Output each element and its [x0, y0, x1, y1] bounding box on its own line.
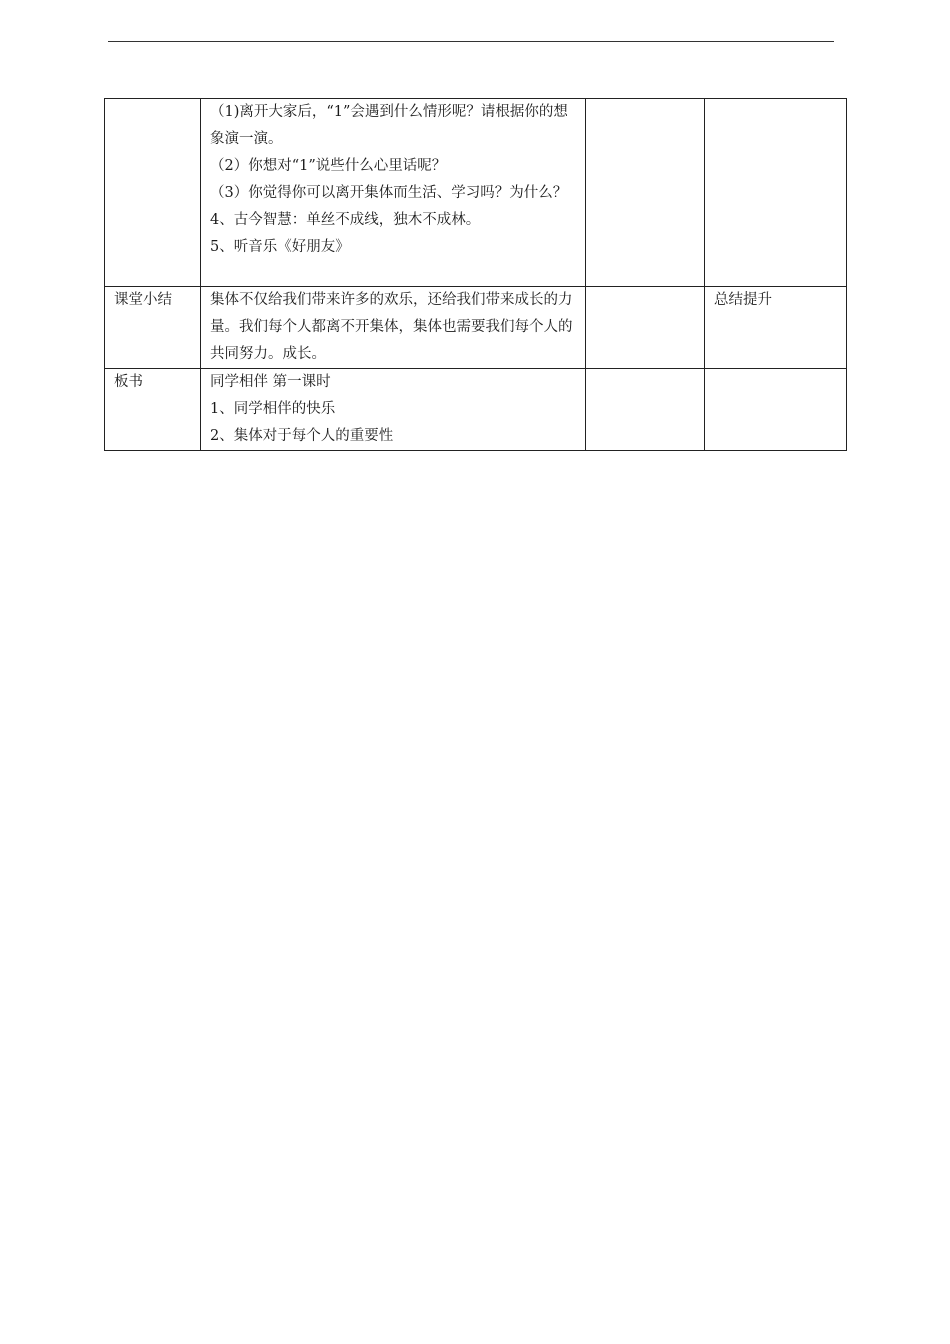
content-line: 1、同学相伴的快乐 [210, 401, 336, 417]
row-cell-4: 总结提升 [705, 287, 847, 369]
content-line: 4、古今智慧：单丝不成线，独木不成林。 [210, 212, 481, 228]
content-line: 5、听音乐《好朋友》 [210, 239, 350, 255]
row-cell-3 [586, 369, 705, 451]
row-cell-3 [586, 287, 705, 369]
row-content [201, 99, 586, 287]
row-content [201, 369, 586, 451]
row-label: 课堂小结 [105, 287, 201, 369]
content-line: 2、集体对于每个人的重要性 [210, 428, 394, 444]
content-line: 集体不仅给我们带来许多的欢乐，还给我们带来成长的力量。我们每个人都离不开集体，集体也需要我们每个人的共同努力。成长。 [210, 292, 573, 362]
lesson-plan-table [104, 98, 847, 451]
table-row [105, 369, 847, 451]
content-line: （3）你觉得你可以离开集体而生活、学习吗？为什么？ [210, 185, 568, 201]
content-line: （2）你想对“1”说些什么心里话呢？ [210, 158, 447, 174]
row-label [105, 99, 201, 287]
row-label: 板书 [105, 369, 201, 451]
table-row [105, 99, 847, 287]
content-line: （1)离开大家后，“1”会遇到什么情形呢？请根据你的想象演一演。 [210, 104, 568, 147]
row-cell-4 [705, 99, 847, 287]
row-cell-3 [586, 99, 705, 287]
header-rule [108, 41, 834, 42]
row-content [201, 287, 586, 369]
table-row [105, 287, 847, 369]
content-line: 同学相伴 第一课时 [210, 374, 331, 390]
row-cell-4 [705, 369, 847, 451]
